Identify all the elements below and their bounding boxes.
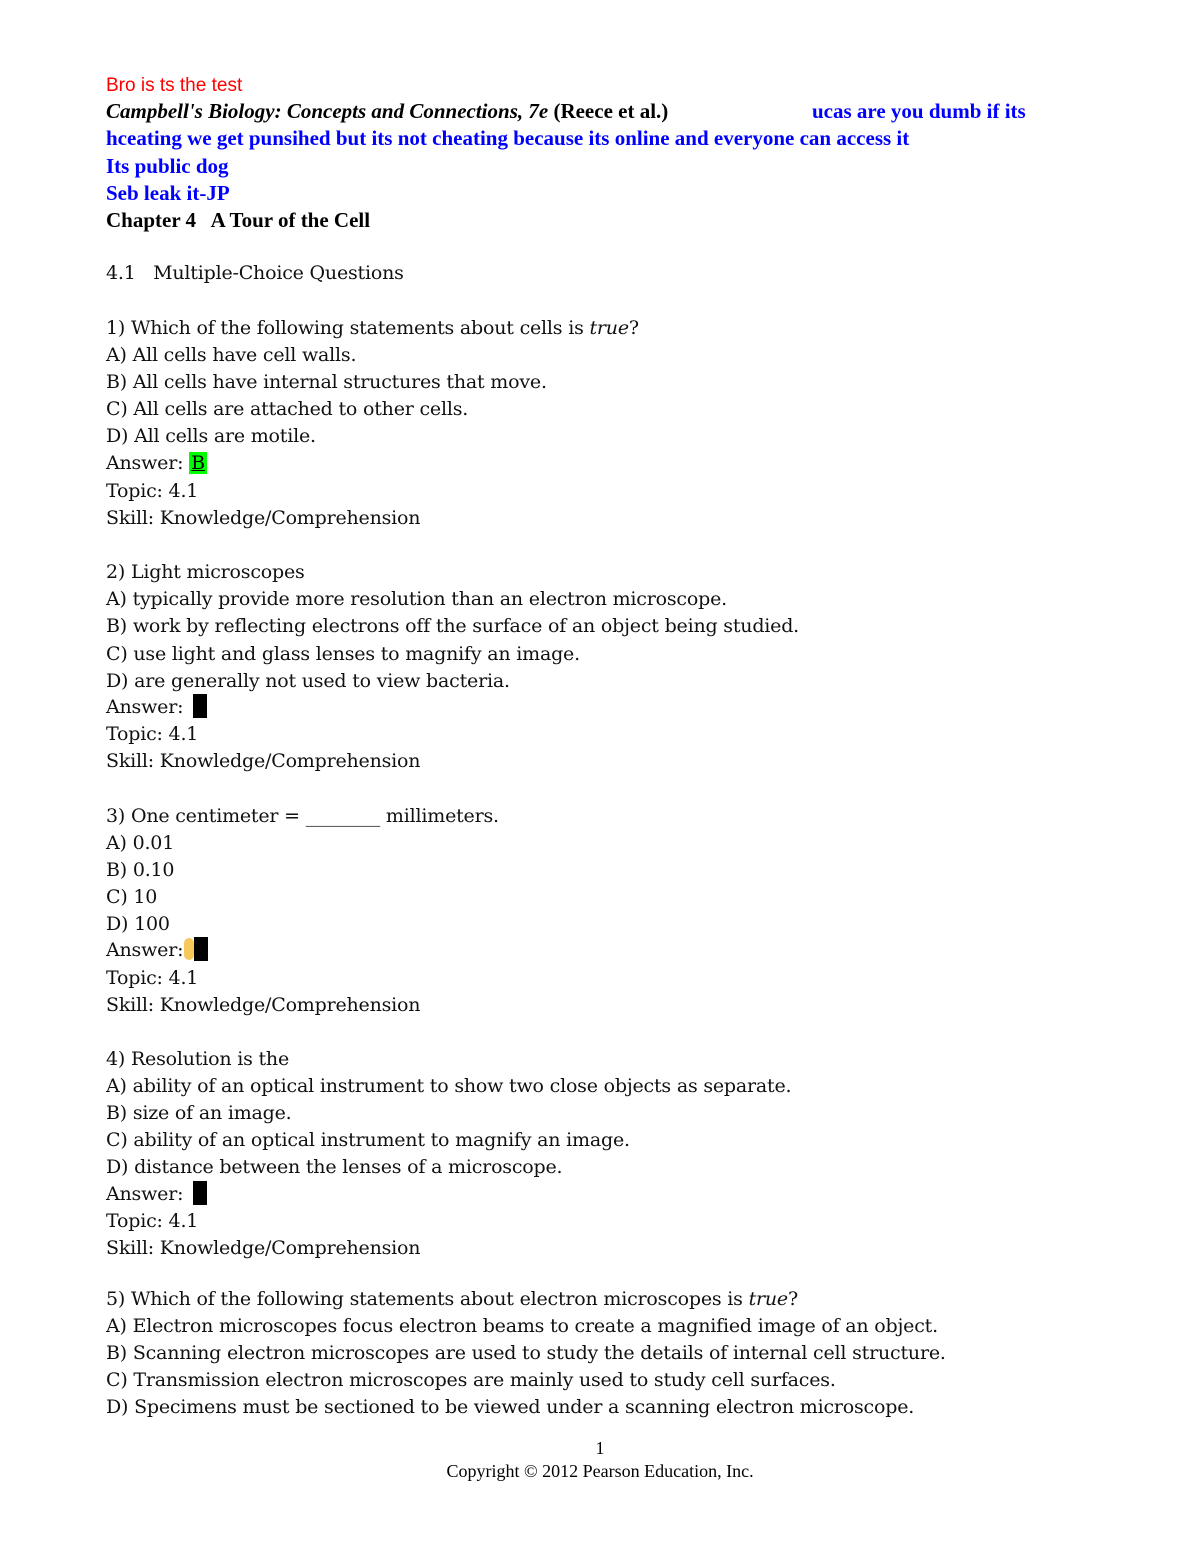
question-2-answer [106,694,207,721]
question-2-skill: Skill: Knowledge/Comprehension [106,750,421,772]
red-note: Bro is ts the test [106,75,243,96]
chapter-heading: Chapter 4 A Tour of the Cell [106,208,371,232]
page-number: 1 [595,1438,605,1458]
redaction-block [193,694,207,718]
copyright-notice: Copyright © 2012 Pearson Education, Inc. [446,1461,754,1481]
redaction-block [193,1181,207,1205]
question-3-option-b: B) 0.10 [106,859,175,881]
question-1-stem-text: 1) Which of the following statements about cells is [106,317,590,339]
question-4-option-d: D) distance between the lenses of a microscope. [106,1156,563,1178]
question-3-topic: Topic: 4.1 [106,967,199,989]
question-4-option-c: C) ability of an optical instrument to magnify an image. [106,1129,630,1151]
question-2-stem: 2) Light microscopes [106,561,305,583]
question-5-option-c: C) Transmission electron microscopes are mainly used to study cell surfaces. [106,1369,836,1391]
question-1-answer-value: B [191,452,205,474]
book-authors: (Reece et al.) [548,99,669,123]
question-4-answer [106,1181,207,1208]
question-3-option-a: A) 0.01 [106,832,175,854]
question-2-option-b: B) work by reflecting electrons off the surface of an object being studied. [106,615,800,637]
question-4-option-a: A) ability of an optical instrument to show two close objects as separate. [106,1075,792,1097]
book-title: Campbell's Biology: Concepts and Connections, 7e [106,99,549,123]
question-5-stem-text: 5) Which of the following statements about electron microscopes is [106,1288,749,1310]
question-2-option-d: D) are generally not used to view bacteria. [106,670,510,692]
question-4-option-b: B) size of an image. [106,1102,292,1124]
blue-note-line-2: hceating we get punsihed but its not cheating because its online and everyone can access it [106,126,910,150]
question-1-option-b: B) All cells have internal structures that move. [106,371,547,393]
question-1-stem [106,315,639,342]
redaction-block [194,937,208,961]
question-5-stem-end: ? [787,1288,798,1310]
question-1-option-c: C) All cells are attached to other cells. [106,398,469,420]
question-1-answer-label: Answer: [106,452,190,474]
question-4-topic: Topic: 4.1 [106,1210,199,1232]
highlight-mark [184,938,194,960]
question-2-answer-label: Answer: [106,696,190,718]
question-5-option-a: A) Electron microscopes focus electron beams to create a magnified image of an object. [106,1315,938,1337]
question-1-topic: Topic: 4.1 [106,480,199,502]
question-4-skill: Skill: Knowledge/Comprehension [106,1237,421,1259]
blue-note-line-4: Seb leak it-JP [106,181,230,205]
question-5-stem-emphasis: true [748,1288,788,1310]
question-2-topic: Topic: 4.1 [106,723,199,745]
question-1-stem-emphasis: true [589,317,629,339]
question-3-option-c: C) 10 [106,886,158,908]
question-3-answer [106,937,208,964]
question-4-stem: 4) Resolution is the [106,1048,290,1070]
question-1-option-a: A) All cells have cell walls. [106,344,357,366]
question-2-option-c: C) use light and glass lenses to magnify an image. [106,643,580,665]
question-5-option-b: B) Scanning electron microscopes are used to study the details of internal cell structure. [106,1342,946,1364]
question-4-answer-label: Answer: [106,1183,190,1205]
question-1-answer [106,450,207,477]
question-1-option-d: D) All cells are motile. [106,425,316,447]
question-2-option-a: A) typically provide more resolution than an electron microscope. [106,588,727,610]
question-1-stem-end: ? [628,317,639,339]
blue-note-line-3: Its public dog [106,154,229,178]
question-5-stem [106,1286,798,1313]
question-3-option-d: D) 100 [106,913,170,935]
blue-note-line-1: ucas are you dumb if its [812,99,1026,123]
question-1-skill: Skill: Knowledge/Comprehension [106,507,421,529]
question-5-option-d: D) Specimens must be sectioned to be viewed under a scanning electron microscope. [106,1396,915,1418]
section-heading: 4.1 Multiple-Choice Questions [106,262,404,284]
question-3-answer-label: Answer: [106,939,184,961]
question-3-stem: 3) One centimeter = ________ millimeters. [106,805,499,827]
question-3-skill: Skill: Knowledge/Comprehension [106,994,421,1016]
book-title-line [106,98,668,125]
